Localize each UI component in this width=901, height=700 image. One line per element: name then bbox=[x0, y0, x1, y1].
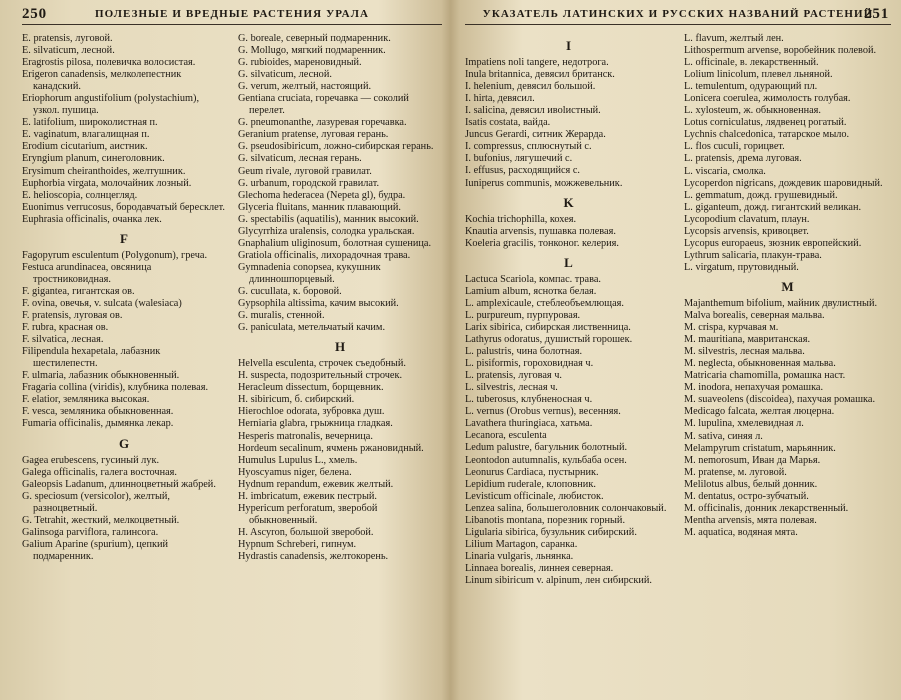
index-entry: M. inodora, непахучая ромашка. bbox=[684, 382, 824, 394]
index-entry: Mentha arvensis, мята полевая. bbox=[684, 514, 817, 526]
index-entry: Eriophorum angustifolium (polystachium), узкол. пушица. bbox=[22, 93, 200, 117]
index-entry: G. Tetrahit, жесткий, мелкоцветный. bbox=[22, 514, 180, 526]
index-entry: Lenzea salina, большеголовник солончаковый. bbox=[465, 502, 667, 514]
index-entry: L. flos cuculi, горицвет. bbox=[684, 141, 785, 153]
index-entry: L. giganteum, дожд. гигантский великан. bbox=[684, 201, 862, 213]
index-entry: G. verum, желтый, настоящий. bbox=[238, 81, 372, 93]
running-head: ПОЛЕЗНЫЕ И ВРЕДНЫЕ РАСТЕНИЯ УРАЛА bbox=[94, 8, 370, 20]
index-entry: I. effusus, расходящийся с. bbox=[465, 165, 580, 177]
index-entry: Larix sibirica, сибирская лиственница. bbox=[465, 321, 631, 333]
index-entry: I. bufonius, лягушечий с. bbox=[465, 153, 573, 165]
index-entry: L. tuberosus, клубненосная ч. bbox=[465, 394, 593, 406]
index-columns bbox=[22, 33, 442, 563]
index-entry: Leontodon autumnalis, кульбаба осен. bbox=[465, 454, 627, 466]
index-entry: Euphrasia officinalis, очанка лек. bbox=[22, 213, 162, 225]
index-entry: Herniaria glabra, грыжница гладкая. bbox=[238, 418, 393, 430]
index-entry: Inula britannica, девясил британск. bbox=[465, 69, 615, 81]
index-entry: H. Ascyron, большой зверобой. bbox=[238, 526, 374, 538]
index-entry: I. hirta, девясил. bbox=[465, 93, 535, 105]
index-entry: E. vaginatum, влагалищная п. bbox=[22, 129, 150, 141]
index-entry: L. xylosteum, ж. обыкновенная. bbox=[684, 105, 821, 117]
index-entry: Hypnum Schreberi, гипнум. bbox=[238, 538, 357, 550]
index-entry: Knautia arvensis, пушавка полевая. bbox=[465, 225, 616, 237]
index-entry: M. lupulina, хмелевидная л. bbox=[684, 418, 804, 430]
index-entry: Ligularia sibirica, бузульник сибирский. bbox=[465, 526, 637, 538]
index-entry: Hydrastis canadensis, желтокорень. bbox=[238, 550, 389, 562]
index-entry: F. vesca, земляника обыкновенная. bbox=[22, 406, 174, 418]
index-entry: L. temulentum, одурающий пл. bbox=[684, 81, 818, 93]
index-column bbox=[22, 33, 226, 563]
index-entry: Lycoperdon nigricans, дождевик шаровидный. bbox=[684, 177, 883, 189]
index-entry: Euonimus verrucosus, бородавчатый бересклет. bbox=[22, 201, 225, 213]
index-entry: Lactuca Scariola, компас. трава. bbox=[465, 273, 602, 285]
index-entry: F. ovina, овечья, v. sulcata (walesiaca) bbox=[22, 297, 182, 309]
index-entry: F. ulmaria, лабазник обыкновенный. bbox=[22, 370, 180, 382]
index-entry: Eryngium planum, синеголовник. bbox=[22, 153, 165, 165]
index-entry: L. officinale, в. лекарственный. bbox=[684, 57, 819, 69]
index-entry: Lecanora, esculenta bbox=[465, 430, 547, 442]
index-entry: L. flavum, желтый лен. bbox=[684, 33, 784, 44]
index-entry: Glycyrrhiza uralensis, солодка уральская. bbox=[238, 225, 415, 237]
index-entry: E. helioscopia, солнцегляд. bbox=[22, 189, 138, 201]
index-entry: Galeopsis Ladanum, длинноцветный жабрей. bbox=[22, 478, 216, 490]
index-entry: Juncus Gerardi, ситник Жерарда. bbox=[465, 129, 606, 141]
index-entry: L. pratensis, луговая ч. bbox=[465, 370, 562, 382]
index-entry: Lavathera thuringiaca, хатьма. bbox=[465, 418, 593, 430]
index-entry: Lathyrus odoratus, душистый горошек. bbox=[465, 334, 633, 346]
section-letter: M bbox=[781, 278, 794, 294]
index-entry: M. officinalis, донник лекарственный. bbox=[684, 502, 849, 514]
index-entry: H. imbricatum, ежевик пестрый. bbox=[238, 490, 377, 502]
index-entry: Levisticum officinale, любисток. bbox=[465, 490, 604, 502]
index-entry: F. rubra, красная ов. bbox=[22, 322, 109, 334]
index-entry: Fragaria collina (viridis), клубника полевая. bbox=[22, 382, 209, 394]
index-entry: L. palustris, чина болотная. bbox=[465, 346, 583, 358]
index-entry: L. virgatum, прутовидный. bbox=[684, 261, 799, 273]
index-entry: M. silvestris, лесная мальва. bbox=[684, 346, 805, 358]
index-entry: Lonicera coerulea, жимолость голубая. bbox=[684, 93, 851, 105]
section-letter: G bbox=[118, 435, 130, 451]
index-entry: Lycopodium clavatum, плаун. bbox=[684, 213, 810, 225]
index-entry: F. elatior, земляника высокая. bbox=[22, 394, 150, 406]
index-entry: Kochia trichophilla, кохея. bbox=[465, 213, 577, 225]
index-entry: Matricaria chamomilla, ромашка наст. bbox=[684, 370, 846, 382]
index-entry: M. pratense, м. луговой. bbox=[684, 466, 787, 478]
index-entry: H. sibiricum, б. сибирский. bbox=[238, 394, 355, 406]
index-entry: Isatis costata, вайда. bbox=[465, 117, 551, 129]
index-entry: G. pneumonanthe, лазуревая горечавка. bbox=[238, 117, 407, 129]
index-entry: E. silvaticum, лесной. bbox=[22, 45, 115, 57]
index-entry: Eragrostis pilosa, полевичка волосистая. bbox=[22, 57, 196, 69]
index-entry: Gypsophila altissima, качим высокий. bbox=[238, 298, 399, 310]
index-column bbox=[465, 33, 672, 587]
index-entry: Gratiola officinalis, лихорадочная трава. bbox=[238, 249, 411, 261]
index-entry: G. urbanum, городской гравилат. bbox=[238, 177, 380, 189]
index-entry: M. dentatus, остро-зубчатый. bbox=[684, 490, 809, 502]
section-letter: F bbox=[120, 230, 128, 246]
index-entry: Heracleum dissectum, борщевник. bbox=[238, 382, 384, 394]
index-entry: I. helenium, девясил большой. bbox=[465, 81, 596, 93]
index-entry: Galium Aparine (spurium), цепкий подмаренник. bbox=[22, 538, 169, 562]
index-entry: M. neglecta, обыкновенная мальва. bbox=[684, 358, 836, 370]
index-entry: G. boreale, северный подмаренник. bbox=[238, 33, 391, 44]
index-entry: G. silvaticum, лесная герань. bbox=[238, 153, 362, 165]
index-entry: G. spectabilis (aquatilis), манник высокий. bbox=[238, 213, 419, 225]
section-letter: L bbox=[564, 254, 573, 270]
index-entry: Linnaea borealis, линнея северная. bbox=[465, 562, 614, 574]
index-entry: Lycopsis arvensis, кривоцвет. bbox=[684, 225, 809, 237]
section-letter: I bbox=[565, 38, 572, 53]
index-entry: Melampyrum cristatum, марьянник. bbox=[684, 442, 836, 454]
page-number: 251 bbox=[864, 6, 889, 22]
index-entry: Galega officinalis, галега восточная. bbox=[22, 466, 177, 478]
index-entry: M. aquatica, водяная мята. bbox=[684, 526, 798, 538]
index-entry: F. silvatica, лесная. bbox=[22, 334, 104, 346]
index-entry: Malva borealis, северная мальва. bbox=[684, 310, 825, 322]
index-entry: Lepidium ruderale, клоповник. bbox=[465, 478, 596, 490]
left-page bbox=[0, 0, 450, 700]
index-entry: G. Mollugo, мягкий подмаренник. bbox=[238, 45, 386, 57]
index-entry: Gnaphalium uliginosum, болотная сушеница. bbox=[238, 237, 432, 249]
index-entry: Iuniperus communis, можжевельник. bbox=[465, 177, 623, 189]
index-entry: Hyoscyamus niger, белена. bbox=[238, 466, 352, 478]
index-entry: Lythrum salicaria, плакун-трава. bbox=[684, 249, 822, 261]
index-entry: Helvella esculenta, строчек съедобный. bbox=[238, 358, 406, 370]
index-entry: M. sativa, синяя л. bbox=[684, 430, 763, 442]
index-entry: Humulus Lupulus L., хмель. bbox=[238, 454, 358, 466]
index-entry: F. gigantea, гигантская ов. bbox=[22, 285, 135, 297]
index-column bbox=[238, 33, 442, 563]
index-entry: Lamium album, яснотка белая. bbox=[465, 285, 597, 297]
index-entry: G. paniculata, метельчатый качим. bbox=[238, 322, 386, 334]
index-entry: G. silvaticum, лесной. bbox=[238, 69, 332, 81]
page-header bbox=[22, 4, 442, 25]
index-entry: Lilium Martagon, саранка. bbox=[465, 538, 578, 550]
index-entry: E. pratensis, луговой. bbox=[22, 33, 113, 44]
index-entry: Leonurus Cardiaca, пустырник. bbox=[465, 466, 599, 478]
index-entry: Lycopus europaeus, зюзник европейский. bbox=[684, 237, 862, 249]
index-entry: G. pseudosibiricum, ложно-сибирская герань. bbox=[238, 141, 434, 153]
index-entry: Lotus corniculatus, лядвенец рогатый. bbox=[684, 117, 847, 129]
index-entry: Gagea erubescens, гусиный лук. bbox=[22, 454, 160, 466]
index-entry: Hordeum secalinum, ячмень ржановидный. bbox=[238, 442, 424, 454]
section-letter: K bbox=[563, 194, 574, 210]
index-entry: Hydnum repandum, ежевик желтый. bbox=[238, 478, 394, 490]
index-entry: L. gemmatum, дожд. грушевидный. bbox=[684, 189, 838, 201]
index-entry: Erigeron canadensis, мелколепестник канадский. bbox=[22, 69, 182, 93]
index-entry: Gymnadenia conopsea, кукушник длинношпорцевый. bbox=[238, 261, 381, 285]
index-entry: E. latifolium, широколистная п. bbox=[22, 117, 158, 129]
index-entry: Koeleria gracilis, тонконог. келерия. bbox=[465, 237, 619, 249]
index-entry: Lithospermum arvense, воробейник полевой. bbox=[684, 45, 877, 57]
index-entry: G. rubioides, мареновидный. bbox=[238, 57, 362, 69]
index-entry: Lychnis chalcedonica, татарское мыло. bbox=[684, 129, 850, 141]
index-entry: Euphorbia virgata, молочайник лозный. bbox=[22, 177, 192, 189]
index-entry: Geranium pratense, луговая герань. bbox=[238, 129, 389, 141]
index-entry: Linum sibiricum v. alpinum, лен сибирский. bbox=[465, 574, 652, 586]
index-entry: I. salicina, девясил ивolистный. bbox=[465, 105, 601, 117]
index-entry: Festuca arundinacea, овсяница тростниковидная. bbox=[22, 261, 152, 285]
index-entry: Medicago falcata, желтая люцерна. bbox=[684, 406, 835, 418]
index-entry: H. suspecta, подозрительный строчек. bbox=[238, 370, 403, 382]
index-entry: G. cucullata, к. боровой. bbox=[238, 285, 342, 297]
index-entry: L. vernus (Orobus vernus), весенняя. bbox=[465, 406, 621, 418]
right-page bbox=[451, 0, 901, 700]
running-head: УКАЗАТЕЛЬ ЛАТИНСКИХ И РУССКИХ НАЗВАНИЙ РАСТЕНИЙ bbox=[482, 8, 874, 20]
index-entry: M. mauritiana, мавританская. bbox=[684, 334, 811, 346]
index-entry: I. compressus, сплюснутый с. bbox=[465, 141, 592, 153]
index-entry: Filipendula hexapetala, лабазник шестилепестн. bbox=[22, 346, 161, 370]
index-columns bbox=[465, 33, 891, 587]
index-entry: L. silvestris, лесная ч. bbox=[465, 382, 558, 394]
index-entry: Fumaria officinalis, дымянка лекар. bbox=[22, 418, 174, 430]
index-entry: L. viscaria, смолка. bbox=[684, 165, 766, 177]
index-column bbox=[684, 33, 891, 587]
index-entry: G. speciosum (versicolor), желтый, разноцветный. bbox=[22, 490, 170, 514]
index-entry: Ledum palustre, багульник болотный. bbox=[465, 442, 628, 454]
index-entry: Libanotis montana, порезник горный. bbox=[465, 514, 626, 526]
index-entry: M. crispa, курчавая м. bbox=[684, 322, 779, 334]
index-entry: Impatiens noli tangere, недотрога. bbox=[465, 57, 609, 69]
index-entry: Gentiana cruciata, горечавка — соколий перелет. bbox=[238, 93, 409, 117]
index-entry: G. muralis, стенной. bbox=[238, 310, 325, 322]
index-entry: Erysimum cheiranthoides, желтушник. bbox=[22, 165, 186, 177]
index-entry: F. pratensis, луговая ов. bbox=[22, 310, 123, 322]
index-entry: Glechoma hederacea (Nepeta gl), будра. bbox=[238, 189, 406, 201]
index-entry: Hypericum perforatum, зверобой обыкновенный. bbox=[238, 502, 378, 526]
index-entry: Linaria vulgaris, льнянка. bbox=[465, 550, 574, 562]
index-entry: M. suaveolens (discoidea), пахучая ромашка. bbox=[684, 394, 876, 406]
section-letter: H bbox=[334, 339, 346, 355]
index-entry: L. pisiformis, гороховидная ч. bbox=[465, 358, 594, 370]
index-entry: L. amplexicaule, стеблеобъемлющая. bbox=[465, 297, 624, 309]
index-entry: Geum rivale, луговой гравилат. bbox=[238, 165, 372, 177]
index-entry: Majanthemum bifolium, майник двулистный. bbox=[684, 297, 878, 309]
index-entry: Melilotus albus, белый донник. bbox=[684, 478, 818, 490]
index-entry: Galinsoga parviflora, галинсога. bbox=[22, 526, 159, 538]
index-entry: Hesperis matronalis, вечерница. bbox=[238, 430, 373, 442]
index-entry: M. nemorosum, Иван да Марья. bbox=[684, 454, 821, 466]
index-entry: L. pratensis, дрема луговая. bbox=[684, 153, 802, 165]
index-entry: Glyceria fluitans, манник плавающий. bbox=[238, 201, 401, 213]
index-entry: Hierochloe odorata, зубровка душ. bbox=[238, 406, 385, 418]
page-header bbox=[465, 4, 891, 25]
page-number: 250 bbox=[22, 6, 47, 22]
index-entry: Fagopyrum esculentum (Polygonum), гречa. bbox=[22, 249, 208, 261]
index-entry: L. purpureum, пурпуровая. bbox=[465, 309, 581, 321]
index-entry: Erodium cicutarium, аистник. bbox=[22, 141, 148, 153]
index-entry: Lolium linicolum, плевел льняной. bbox=[684, 69, 833, 81]
